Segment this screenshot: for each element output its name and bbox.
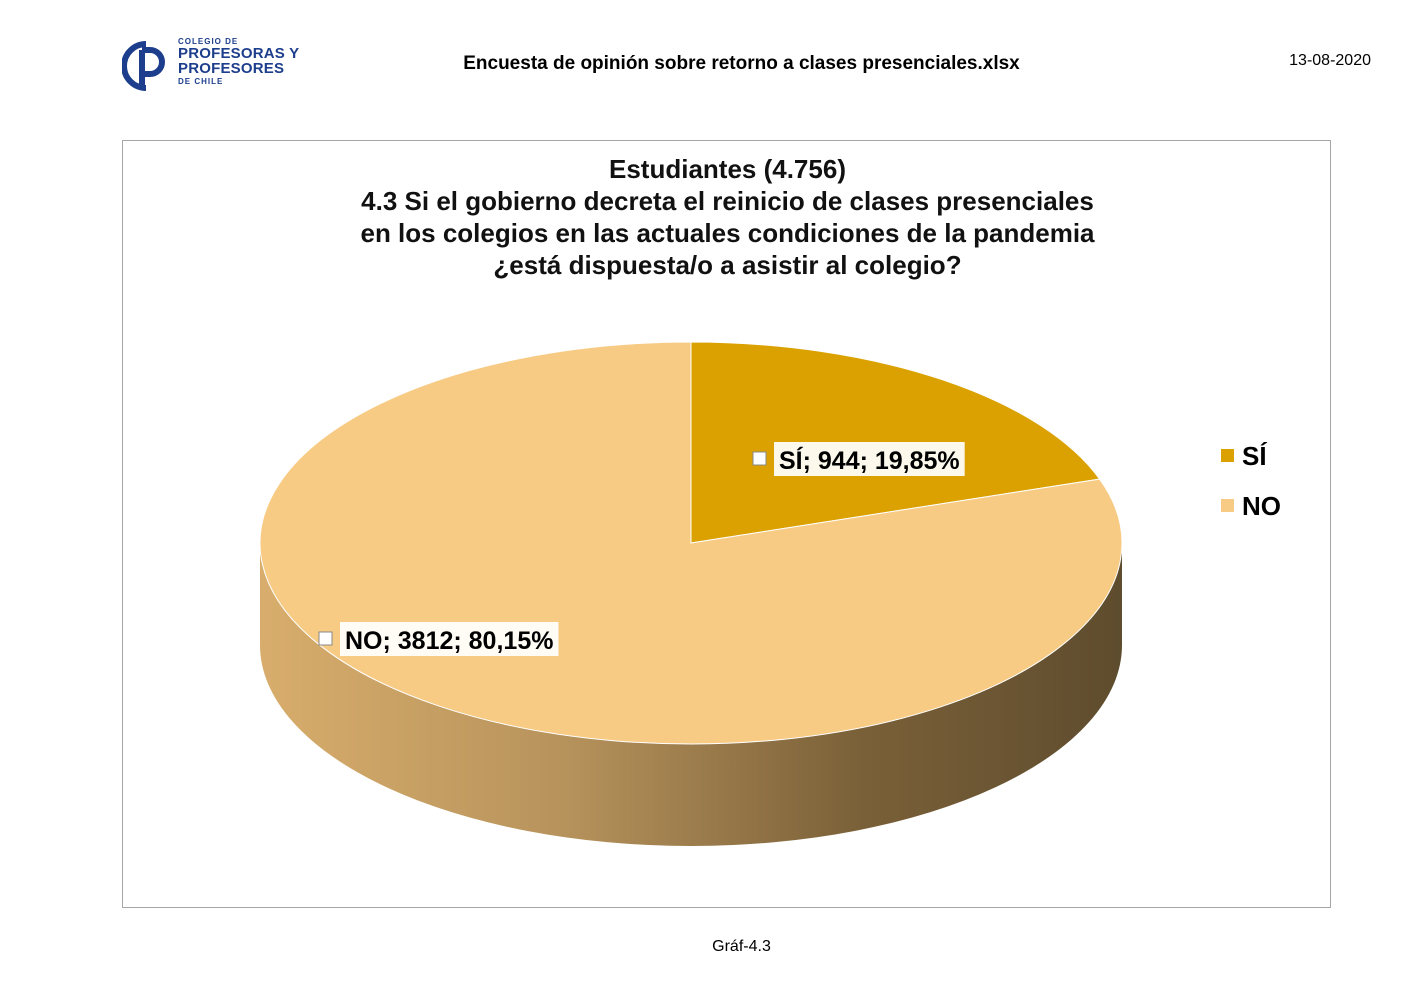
chart-title-line-1: Estudiantes (4.756) [609,154,846,184]
data-label-si [753,442,965,476]
pie-chart [123,141,1332,909]
legend-swatch [1221,499,1234,512]
legend-label: NO [1242,491,1281,521]
legend-item-si [1221,441,1267,471]
figure-caption: Gráf-4.3 [712,938,771,955]
chart-title-line-2: 4.3 Si el gobierno decreta el reinicio de clases presenciales [361,186,1094,216]
logo-line-3: PROFESORES [178,60,285,77]
legend-label: SÍ [1242,441,1267,471]
svg-text:NO; 3812; 80,15%: NO; 3812; 80,15% [345,627,554,655]
chart-title-line-4: ¿está dispuesta/o a asistir al colegio? [493,250,962,280]
legend-swatch [1221,449,1234,462]
svg-text:SÍ; 944; 19,85%: SÍ; 944; 19,85% [779,447,960,475]
document-date: 13-08-2020 [1289,52,1371,69]
logo-line-2: PROFESORAS Y [178,45,300,62]
document-title: Encuesta de opinión sobre retorno a clases presenciales.xlsx [463,53,1020,74]
data-label-no [319,622,558,656]
chart-area [122,140,1331,908]
logo-line-4: DE CHILE [178,77,224,86]
legend-item-no [1221,491,1281,521]
chart-title-line-3: en los colegios en las actuales condiciones de la pandemia [360,218,1095,248]
logo-line-1: COLEGIO DE [178,37,239,46]
